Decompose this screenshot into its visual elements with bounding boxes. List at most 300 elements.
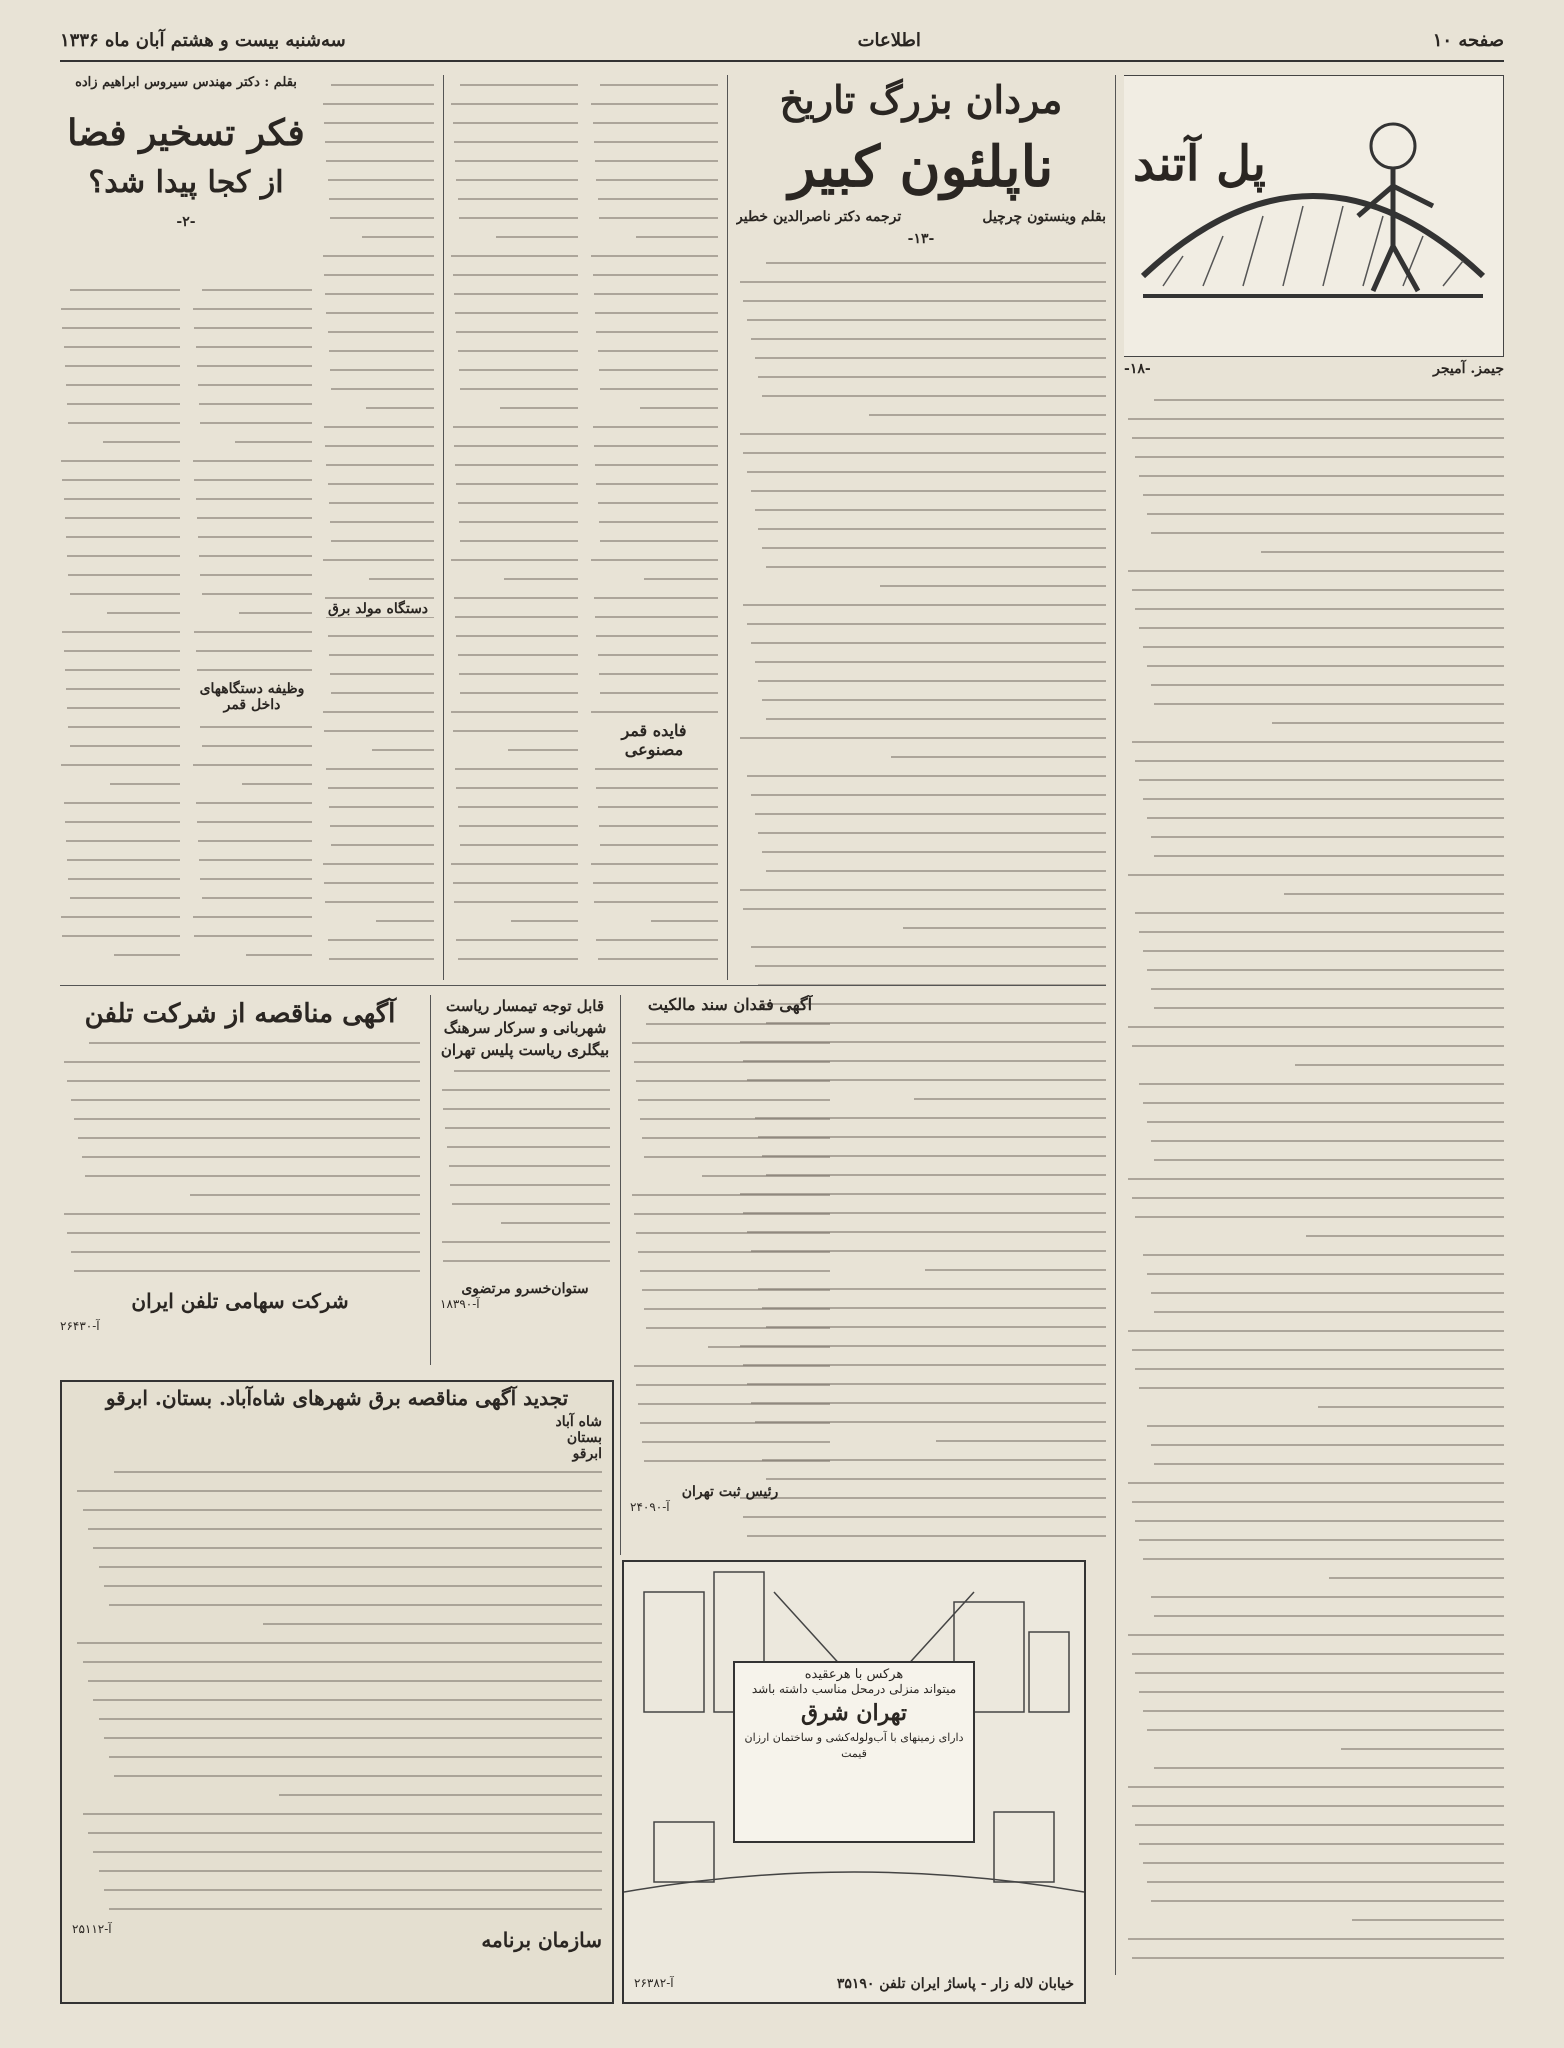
- text-line: [1124, 1796, 1504, 1815]
- text-line: [590, 113, 718, 132]
- text-line: [630, 1280, 830, 1299]
- text-line: [590, 322, 718, 341]
- text-line: [736, 880, 1106, 899]
- text-line: [192, 280, 312, 299]
- text-line: [60, 565, 180, 584]
- text-line: [450, 303, 578, 322]
- text-line: [590, 911, 718, 930]
- text-line: [192, 850, 312, 869]
- text-line: [440, 1213, 610, 1232]
- text-line: [590, 436, 718, 455]
- text-line: [1124, 1169, 1504, 1188]
- text-line: [1124, 1226, 1504, 1245]
- text-line: [440, 1156, 610, 1175]
- text-line: [736, 785, 1106, 804]
- text-line: [736, 367, 1106, 386]
- text-line: [440, 1099, 610, 1118]
- text-line: [72, 1576, 602, 1595]
- ad-electric-sub3: ابرقو: [572, 1446, 602, 1462]
- text-line: [736, 348, 1106, 367]
- text-line: [630, 1451, 830, 1470]
- text-line: [60, 394, 180, 413]
- text-line: [1124, 1017, 1504, 1036]
- text-line: [192, 869, 312, 888]
- text-line: [450, 930, 578, 949]
- text-line: [192, 812, 312, 831]
- text-line: [590, 208, 718, 227]
- text-line: [1124, 1663, 1504, 1682]
- ad-lost-title: آگهی فقدان سند مالکیت: [647, 995, 813, 1014]
- text-line: [590, 474, 718, 493]
- text-line: [736, 614, 1106, 633]
- text-line: [1124, 1359, 1504, 1378]
- text-line: [60, 375, 180, 394]
- text-line: [60, 413, 180, 432]
- text-line: [630, 1166, 830, 1185]
- text-line: [1124, 637, 1504, 656]
- text-line: [1124, 1264, 1504, 1283]
- text-line: [192, 736, 312, 755]
- text-line: [590, 949, 718, 968]
- napoleon-title: ناپلئون کبیر: [788, 134, 1054, 200]
- text-line: [1124, 884, 1504, 903]
- text-line: [590, 493, 718, 512]
- text-line: [1124, 1872, 1504, 1891]
- text-line: [590, 702, 718, 721]
- text-line: [192, 565, 312, 584]
- text-line: [1124, 1302, 1504, 1321]
- text-line: [736, 519, 1106, 538]
- text-line: [1124, 846, 1504, 865]
- ad-shargh-line1: هرکس با هرعقیده: [804, 1667, 904, 1682]
- moon-text-col1: [590, 75, 718, 980]
- text-line: [322, 151, 434, 170]
- text-line: [60, 755, 180, 774]
- text-line: [450, 75, 578, 94]
- text-line: [736, 481, 1106, 500]
- text-line: [322, 835, 434, 854]
- space-title: فکر تسخیر فضا: [67, 112, 305, 154]
- text-line: [60, 280, 180, 299]
- text-line: [440, 1080, 610, 1099]
- text-line: [1124, 1739, 1504, 1758]
- bridge-drawing-icon: [1124, 76, 1503, 356]
- text-line: [60, 1147, 420, 1166]
- text-line: [440, 1251, 610, 1270]
- text-line: [736, 690, 1106, 709]
- text-line: [322, 379, 434, 398]
- comic-title: پل آتند: [1133, 136, 1266, 192]
- text-line: [736, 310, 1106, 329]
- text-line: [450, 474, 578, 493]
- text-line: [1124, 580, 1504, 599]
- text-line: [1124, 1283, 1504, 1302]
- text-line: [1124, 1435, 1504, 1454]
- text-line: [322, 512, 434, 531]
- text-line: [1124, 1188, 1504, 1207]
- text-line: [1124, 618, 1504, 637]
- text-line: [1124, 827, 1504, 846]
- text-line: [192, 755, 312, 774]
- text-line: [322, 493, 434, 512]
- text-line: [450, 531, 578, 550]
- text-line: [72, 1500, 602, 1519]
- text-line: [736, 538, 1106, 557]
- text-line: [322, 854, 434, 873]
- text-line: [1124, 789, 1504, 808]
- text-line: [736, 500, 1106, 519]
- text-line: [72, 1880, 602, 1899]
- ad-electric-text: [62, 1462, 612, 1922]
- text-line: [192, 432, 312, 451]
- text-line: [590, 94, 718, 113]
- text-line: [60, 945, 180, 964]
- text-line: [630, 1375, 830, 1394]
- text-line: [630, 1299, 830, 1318]
- text-line: [450, 493, 578, 512]
- text-line: [630, 1318, 830, 1337]
- text-line: [322, 113, 434, 132]
- text-line: [60, 622, 180, 641]
- text-line: [1124, 770, 1504, 789]
- text-line: [192, 831, 312, 850]
- text-line: [1124, 1853, 1504, 1872]
- text-line: [450, 208, 578, 227]
- text-line: [1124, 998, 1504, 1017]
- text-line: [72, 1842, 602, 1861]
- text-line: [450, 835, 578, 854]
- text-line: [72, 1671, 602, 1690]
- text-line: [60, 470, 180, 489]
- text-line: [322, 702, 434, 721]
- text-line: [630, 1147, 830, 1166]
- text-line: [630, 1432, 830, 1451]
- text-line: [60, 869, 180, 888]
- text-line: [60, 508, 180, 527]
- text-line: [450, 778, 578, 797]
- text-line: [72, 1633, 602, 1652]
- text-line: [590, 246, 718, 265]
- text-line: [450, 949, 578, 968]
- space-text-col1: [322, 75, 434, 980]
- comic-episode: -۱۸-: [1124, 361, 1151, 377]
- text-line: [736, 918, 1106, 937]
- text-line: [736, 861, 1106, 880]
- ad-police-ref: آ-۱۸۳۹۰: [440, 1297, 480, 1311]
- text-line: [322, 455, 434, 474]
- text-line: [736, 766, 1106, 785]
- text-line: [1124, 409, 1504, 428]
- text-line: [60, 641, 180, 660]
- text-line: [450, 417, 578, 436]
- text-line: [192, 793, 312, 812]
- text-line: [1124, 1891, 1504, 1910]
- text-line: [1124, 1245, 1504, 1264]
- text-line: [1124, 1815, 1504, 1834]
- text-line: [60, 888, 180, 907]
- text-line: [440, 1061, 610, 1080]
- text-line: [1124, 1207, 1504, 1226]
- text-line: [60, 679, 180, 698]
- text-line: [440, 1137, 610, 1156]
- text-line: [630, 1204, 830, 1223]
- text-line: [322, 227, 434, 246]
- text-line: [1124, 1416, 1504, 1435]
- text-line: [72, 1766, 602, 1785]
- text-line: [450, 455, 578, 474]
- text-line: [450, 664, 578, 683]
- text-line: [736, 557, 1106, 576]
- text-line: [322, 797, 434, 816]
- text-line: [450, 113, 578, 132]
- text-line: [1124, 485, 1504, 504]
- text-line: [450, 322, 578, 341]
- text-line: [590, 854, 718, 873]
- text-line: [450, 911, 578, 930]
- text-line: [450, 626, 578, 645]
- text-line: [590, 417, 718, 436]
- text-line: [450, 683, 578, 702]
- text-line: [72, 1595, 602, 1614]
- text-line: [736, 804, 1106, 823]
- text-line: [1124, 1150, 1504, 1169]
- text-line: [440, 1175, 610, 1194]
- text-line: [1124, 1720, 1504, 1739]
- text-line: [72, 1538, 602, 1557]
- text-line: [590, 531, 718, 550]
- text-line: [630, 1109, 830, 1128]
- text-line: [450, 854, 578, 873]
- text-line: [1124, 1587, 1504, 1606]
- text-line: [60, 584, 180, 603]
- text-line: [192, 318, 312, 337]
- text-line: [322, 531, 434, 550]
- text-line: [192, 527, 312, 546]
- text-line: [450, 588, 578, 607]
- text-line: [60, 660, 180, 679]
- text-line: [736, 386, 1106, 405]
- text-line: [322, 189, 434, 208]
- text-line: [736, 747, 1106, 766]
- text-line: [450, 151, 578, 170]
- text-line: [630, 1052, 830, 1071]
- ad-electric: [60, 1380, 614, 2004]
- text-line: [1124, 1473, 1504, 1492]
- text-line: [590, 151, 718, 170]
- text-line: [630, 1337, 830, 1356]
- ad-police-title: قابل توجه تیمسار ریاست شهربانی و سرکار سرهنگ بیگلری ریاست پلیس تهران: [440, 997, 610, 1059]
- text-line: [322, 759, 434, 778]
- text-line: [72, 1804, 602, 1823]
- text-line: [1124, 1834, 1504, 1853]
- text-line: [450, 265, 578, 284]
- text-line: [590, 607, 718, 626]
- text-line: [1124, 903, 1504, 922]
- text-line: [72, 1861, 602, 1880]
- text-line: [736, 272, 1106, 291]
- text-line: [60, 1109, 420, 1128]
- text-line: [450, 360, 578, 379]
- text-line: [630, 1090, 830, 1109]
- text-line: [322, 645, 434, 664]
- text-line: [450, 341, 578, 360]
- text-line: [1124, 466, 1504, 485]
- text-line: [60, 603, 180, 622]
- text-line: [322, 949, 434, 968]
- space-sub1: وظیفه دستگاههای داخل قمر: [192, 681, 312, 713]
- text-line: [192, 717, 312, 736]
- ad-police-text: [440, 1061, 610, 1281]
- ad-electric-title: تجدید آگهی مناقصه برق شهرهای شاه‌آباد. بستان. ابرقو: [105, 1386, 569, 1410]
- text-line: [1124, 1112, 1504, 1131]
- text-line: [322, 721, 434, 740]
- ad-telephone-title: آگهی مناقصه از شرکت تلفن: [84, 999, 396, 1029]
- text-line: [322, 322, 434, 341]
- text-line: [322, 664, 434, 683]
- text-line: [630, 1033, 830, 1052]
- text-line: [736, 405, 1106, 424]
- ad-telephone-ref: آ-۲۶۴۳۰: [60, 1319, 100, 1333]
- text-line: [450, 740, 578, 759]
- text-line: [590, 816, 718, 835]
- text-line: [192, 774, 312, 793]
- text-line: [60, 356, 180, 375]
- moon-text-col2: [450, 75, 578, 980]
- text-line: [630, 1242, 830, 1261]
- ad-shargh-line2: میتواند منزلی درمحل مناسب داشته باشد: [751, 1682, 957, 1696]
- text-line: [1124, 865, 1504, 884]
- napoleon-translator: ترجمه دکتر ناصرالدین خطیر: [736, 209, 902, 225]
- text-line: [736, 253, 1106, 272]
- text-line: [1124, 941, 1504, 960]
- text-line: [1124, 542, 1504, 561]
- moon-article: [450, 75, 718, 980]
- text-line: [322, 550, 434, 569]
- text-line: [72, 1462, 602, 1481]
- space-text-col2: [192, 280, 312, 980]
- ad-electric-ref: آ-۲۵۱۱۲: [72, 1922, 112, 1936]
- text-line: [590, 227, 718, 246]
- text-line: [1124, 1568, 1504, 1587]
- masthead: [60, 20, 1504, 62]
- text-line: [322, 265, 434, 284]
- text-line: [590, 303, 718, 322]
- text-line: [322, 816, 434, 835]
- text-line: [192, 394, 312, 413]
- ad-police-signature: ستوان‌خسرو مرتضوی: [461, 1281, 589, 1297]
- text-line: [322, 474, 434, 493]
- text-line: [1124, 960, 1504, 979]
- text-line: [322, 873, 434, 892]
- text-line: [72, 1557, 602, 1576]
- ad-lost-signature: رئیس ثبت تهران: [681, 1484, 779, 1500]
- text-line: [1124, 523, 1504, 542]
- text-line: [192, 622, 312, 641]
- ad-shargh-ref: آ-۲۶۳۸۲: [634, 1976, 674, 1990]
- text-line: [322, 132, 434, 151]
- text-line: [630, 1356, 830, 1375]
- space-title2: از کجا پیدا شد؟: [88, 165, 284, 200]
- text-line: [60, 1166, 420, 1185]
- text-line: [1124, 428, 1504, 447]
- text-line: [1124, 447, 1504, 466]
- text-line: [322, 911, 434, 930]
- text-line: [60, 432, 180, 451]
- text-line: [1124, 694, 1504, 713]
- text-line: [60, 793, 180, 812]
- text-line: [590, 360, 718, 379]
- text-line: [322, 436, 434, 455]
- ad-electric-sub2: بستان: [566, 1430, 602, 1446]
- text-line: [60, 698, 180, 717]
- ad-shargh-name: تهران شرق: [801, 1700, 907, 1726]
- napoleon-kicker: مردان بزرگ تاریخ: [779, 77, 1063, 122]
- ad-lost-text: [630, 1014, 830, 1484]
- text-line: [192, 299, 312, 318]
- text-line: [590, 265, 718, 284]
- text-line: [590, 759, 718, 778]
- text-line: [736, 956, 1106, 975]
- text-line: [1124, 599, 1504, 618]
- text-line: [590, 512, 718, 531]
- text-line: [72, 1690, 602, 1709]
- text-line: [60, 774, 180, 793]
- text-line: [192, 907, 312, 926]
- text-line: [322, 360, 434, 379]
- text-line: [1124, 1131, 1504, 1150]
- text-line: [1124, 1036, 1504, 1055]
- text-line: [590, 664, 718, 683]
- text-line: [1124, 1530, 1504, 1549]
- text-line: [630, 1413, 830, 1432]
- text-line: [1124, 675, 1504, 694]
- text-line: [60, 850, 180, 869]
- ad-electric-signature: سازمان برنامه: [481, 1928, 602, 1952]
- text-line: [322, 303, 434, 322]
- text-line: [450, 797, 578, 816]
- text-line: [630, 1071, 830, 1090]
- text-line: [60, 907, 180, 926]
- text-line: [736, 728, 1106, 747]
- text-line: [60, 1071, 420, 1090]
- text-line: [440, 1194, 610, 1213]
- text-line: [1124, 1511, 1504, 1530]
- text-line: [1124, 1454, 1504, 1473]
- text-line: [1124, 1397, 1504, 1416]
- text-line: [192, 451, 312, 470]
- text-line: [590, 398, 718, 417]
- text-line: [590, 284, 718, 303]
- text-line: [450, 607, 578, 626]
- text-line: [736, 443, 1106, 462]
- ad-tehran-shargh: [622, 1560, 1086, 2004]
- text-line: [322, 94, 434, 113]
- text-line: [736, 595, 1106, 614]
- text-line: [322, 284, 434, 303]
- text-line: [192, 926, 312, 945]
- ad-telephone-signature: شرکت سهامی تلفن ایران: [131, 1289, 349, 1313]
- text-line: [1124, 1929, 1504, 1948]
- text-line: [322, 569, 434, 588]
- text-line: [60, 831, 180, 850]
- text-line: [440, 1118, 610, 1137]
- text-line: [590, 930, 718, 949]
- text-line: [590, 379, 718, 398]
- text-line: [192, 337, 312, 356]
- text-line: [736, 329, 1106, 348]
- text-line: [590, 797, 718, 816]
- text-line: [60, 527, 180, 546]
